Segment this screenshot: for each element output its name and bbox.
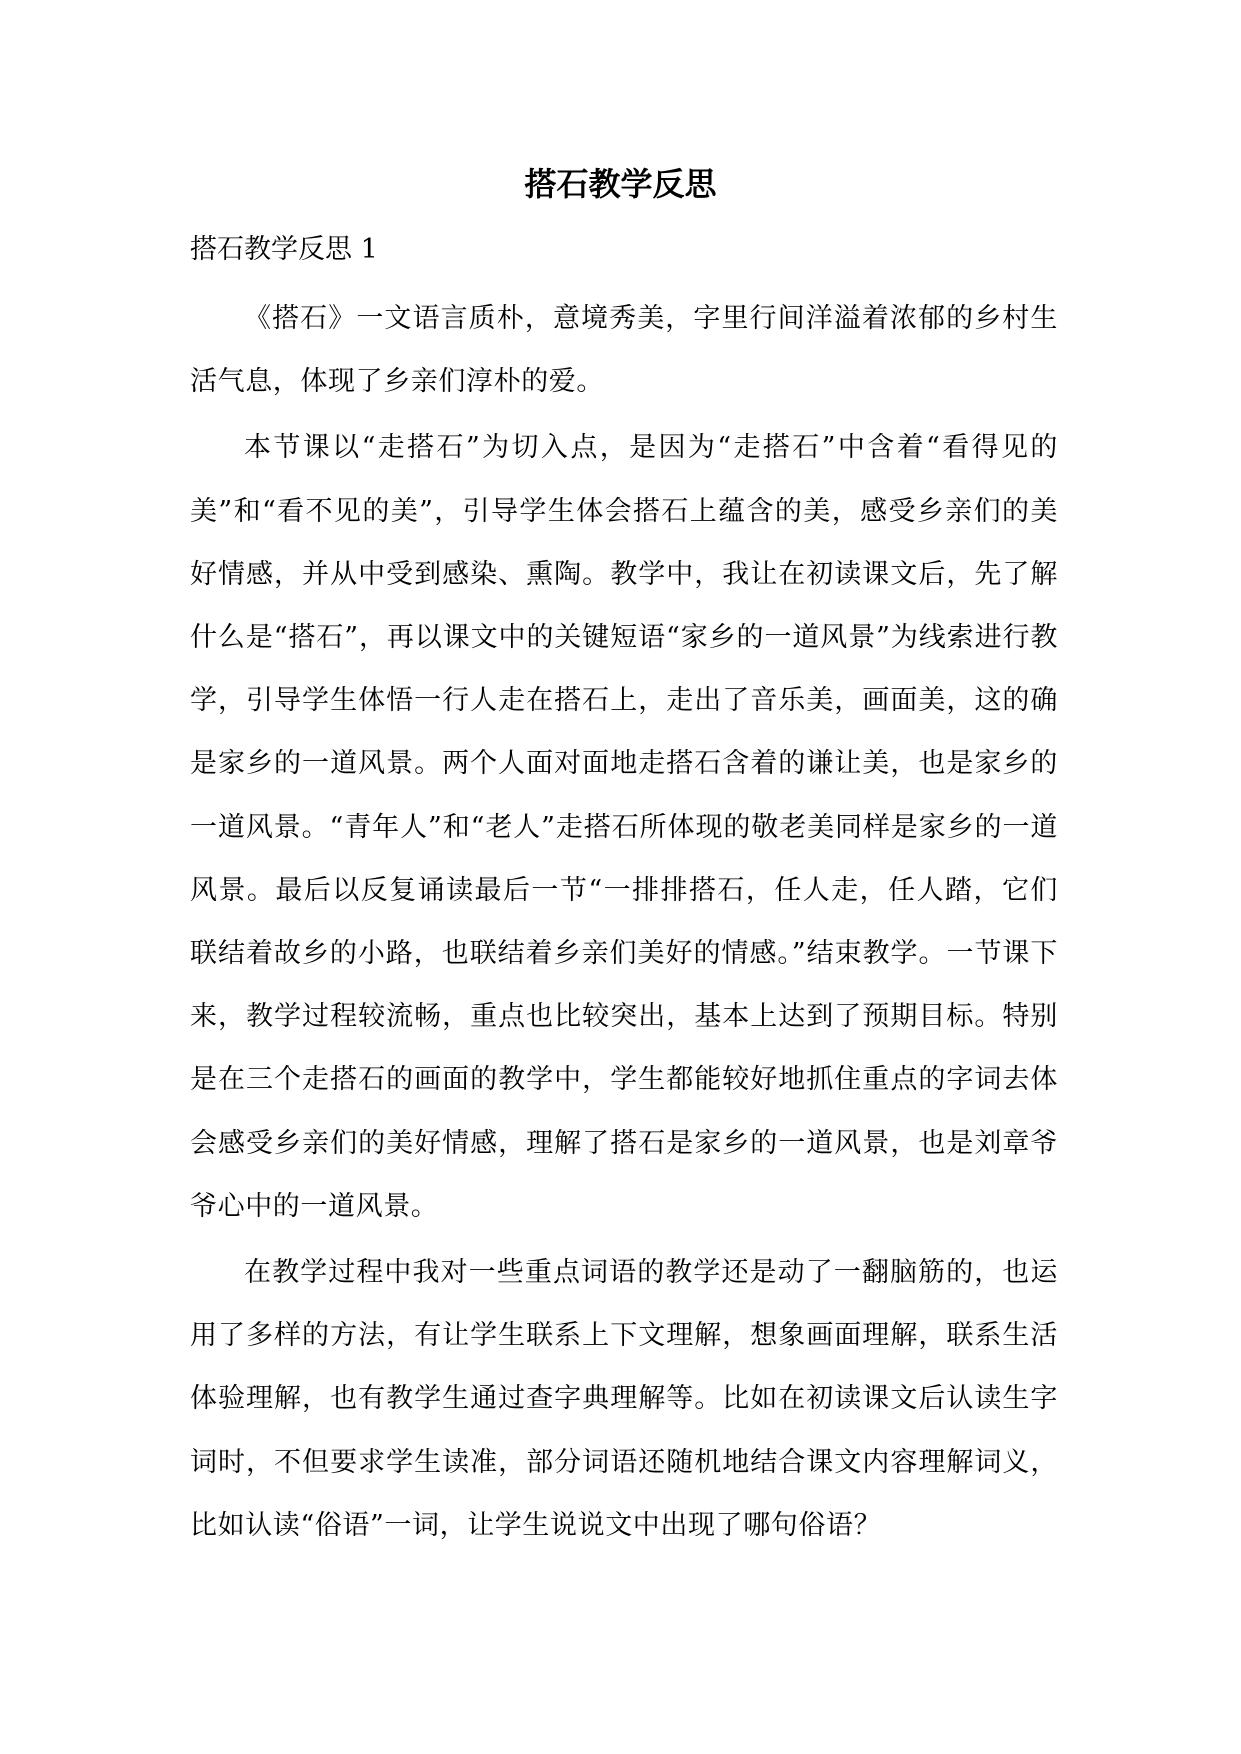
document-title: 搭石教学反思 xyxy=(524,165,717,203)
document-body xyxy=(190,287,1058,1560)
paragraph: 在教学过程中我对一些重点词语的教学还是动了一翻脑筋的，也运用了多样的方法，有让学生联系上下文理解，想象画面理解，联系生活体验理解，也有教学生通过查字典理解等。比如在初读课文后认读生字词时，不但要求学生读准，部分词语还随机地结合课文内容理解词义，比如认读“俗语”一词，让学生说说文中出现了哪句俗语？ xyxy=(190,1257,1058,1541)
section-heading: 搭石教学反思 1 xyxy=(190,234,378,265)
paragraph: 本节课以“走搭石”为切入点，是因为“走搭石”中含着“看得见的美”和“看不见的美”，引导学生体会搭石上蕴含的美，感受乡亲们的美好情感，并从中受到感染、熏陶。教学中，我让在初读课文后，先了解什么是“搭石”，再以课文中的关键短语“家乡的一道风景”为线索进行教学，引导学生体悟一行人走在搭石上，走出了音乐美，画面美，这的确是家乡的一道风景。两个人面对面地走搭石含着的谦让美，也是家乡的一道风景。“青年人”和“老人”走搭石所体现的敬老美同样是家乡的一道风景。最后以反复诵读最后一节“一排排搭石，任人走，任人踏，它们联结着故乡的小路，也联结着乡亲们美好的情感。”结束教学。一节课下来，教学过程较流畅，重点也比较突出，基本上达到了预期目标。特别是在三个走搭石的画面的教学中，学生都能较好地抓住重点的字词去体会感受乡亲们的美好情感，理解了搭石是家乡的一道风景，也是刘章爷爷心中的一道风景。 xyxy=(190,432,1058,1222)
paragraph: 《搭石》一文语言质朴，意境秀美，字里行间洋溢着浓郁的乡村生活气息，体现了乡亲们淳朴的爱。 xyxy=(190,303,1058,398)
